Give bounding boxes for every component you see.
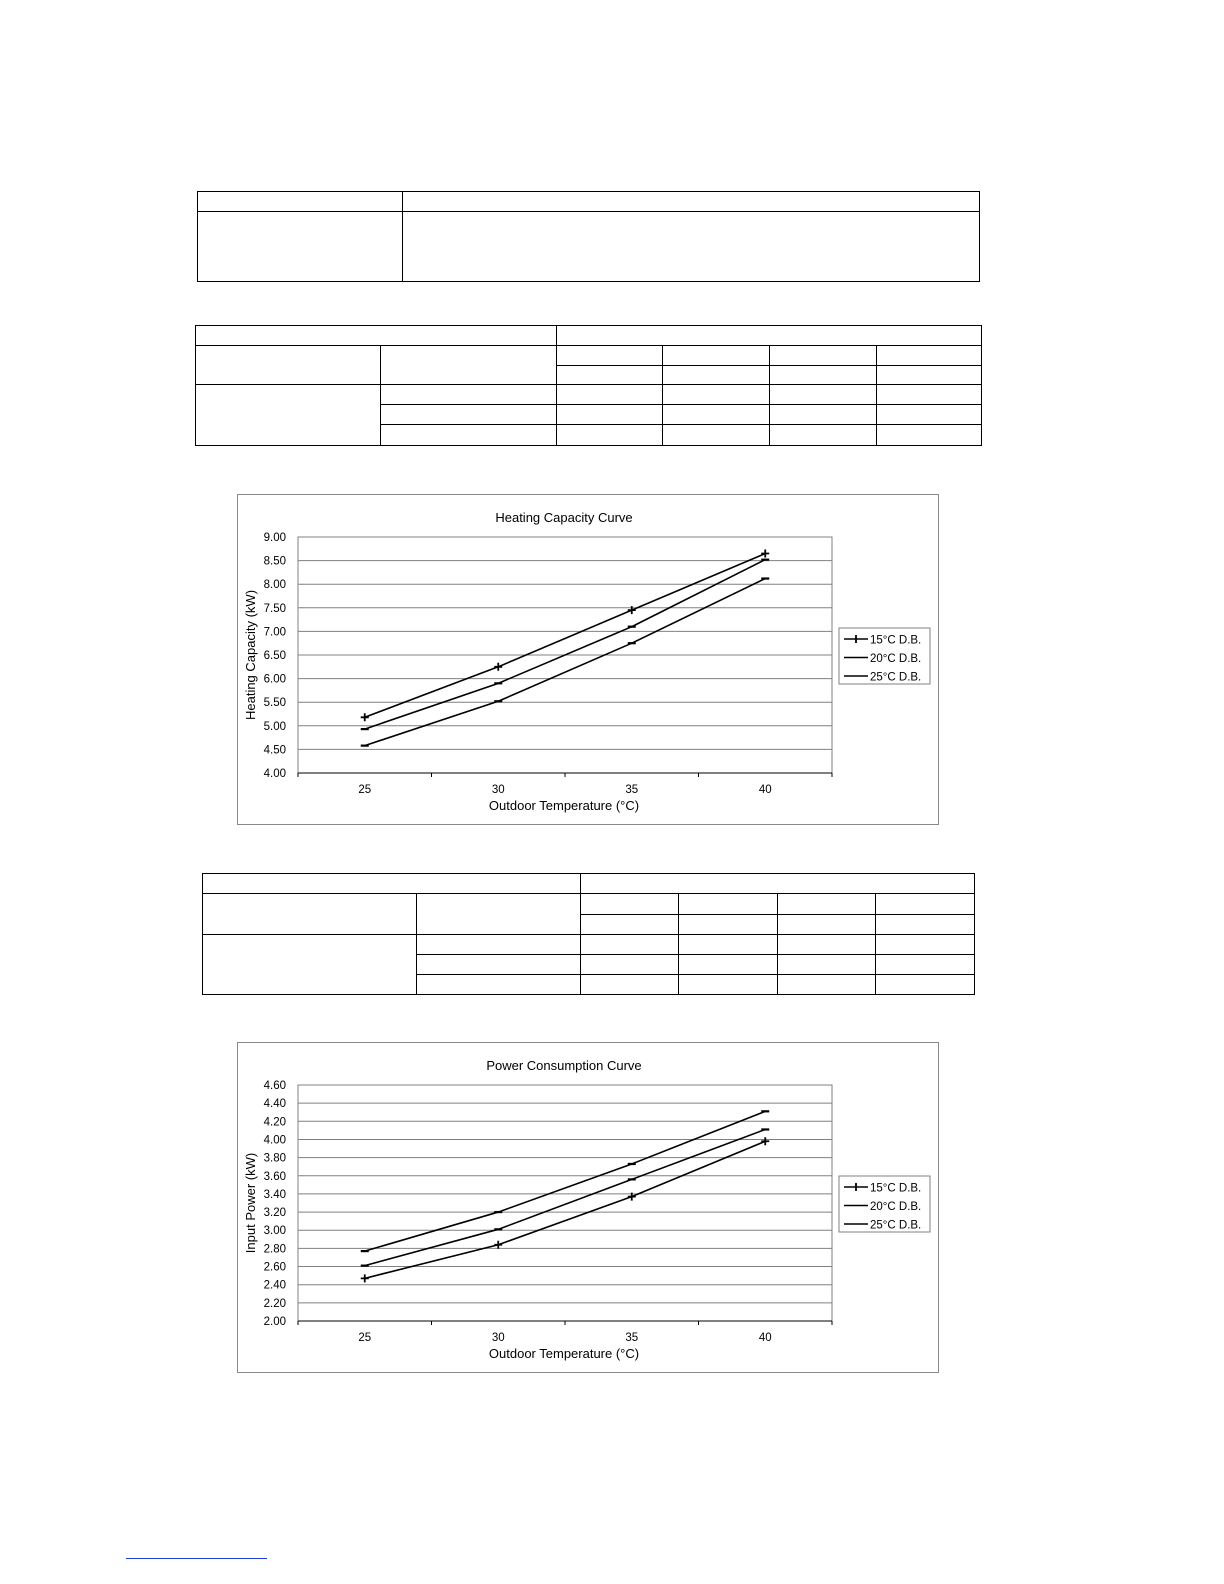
- y-tick-label: 2.60: [263, 1261, 286, 1274]
- power-consumption-table: [202, 873, 975, 995]
- y-tick-label: 2.80: [263, 1243, 286, 1256]
- spec-table-cell: [198, 192, 403, 212]
- y-tick-label: 4.50: [263, 744, 286, 757]
- table-cell: [877, 366, 982, 385]
- spec-table-cell: [403, 192, 980, 212]
- y-tick-label: 4.40: [263, 1098, 286, 1111]
- legend-label: 25°C D.B.: [870, 1219, 922, 1232]
- legend-label: 25°C D.B.: [870, 671, 922, 684]
- table-cell: [877, 425, 982, 446]
- plot-area: [298, 1085, 832, 1321]
- table-cell: [581, 894, 679, 915]
- table-cell: [663, 346, 770, 366]
- y-axis-label: Heating Capacity (kW): [243, 589, 258, 721]
- table-cell: [876, 975, 975, 995]
- table-cell: [557, 405, 663, 425]
- table-cell: [778, 935, 876, 955]
- x-tick-label: 35: [625, 1332, 639, 1344]
- spec-table-cell: [403, 212, 980, 282]
- y-tick-label: 6.50: [263, 650, 286, 662]
- table-cell: [877, 405, 982, 425]
- table-cell: [770, 425, 877, 446]
- table-cell: [196, 326, 557, 346]
- legend-label: 20°C D.B.: [870, 1201, 922, 1213]
- table-cell: [770, 346, 877, 366]
- table-cell: [203, 874, 581, 894]
- x-axis-label: Outdoor Temperature (°C): [488, 798, 640, 813]
- table-cell: [581, 915, 679, 935]
- table-cell: [381, 425, 557, 446]
- table-cell: [381, 405, 557, 425]
- x-tick-label: 35: [625, 784, 639, 796]
- y-tick-label: 3.00: [263, 1225, 286, 1238]
- x-tick-label: 30: [491, 784, 505, 796]
- x-axis-label: Outdoor Temperature (°C): [488, 1346, 640, 1361]
- legend-label: 15°C D.B.: [870, 1182, 922, 1195]
- table-cell: [877, 385, 982, 405]
- table-cell: [663, 405, 770, 425]
- x-tick-label: 40: [758, 784, 772, 796]
- y-tick-label: 9.00: [263, 532, 286, 544]
- y-tick-label: 3.60: [263, 1170, 286, 1183]
- table-cell: [876, 915, 975, 935]
- table-cell: [663, 366, 770, 385]
- y-tick-label: 7.50: [263, 602, 286, 615]
- table-cell: [663, 385, 770, 405]
- x-tick-label: 25: [358, 784, 372, 796]
- spec-table-cell: [198, 212, 403, 282]
- table-cell: [203, 935, 417, 995]
- table-cell: [876, 935, 975, 955]
- table-cell: [679, 955, 778, 975]
- y-tick-label: 2.00: [263, 1316, 286, 1328]
- table-cell: [679, 894, 778, 915]
- y-tick-label: 8.50: [263, 555, 286, 568]
- table-cell: [203, 894, 417, 935]
- spec-table: [197, 191, 980, 282]
- table-cell: [679, 975, 778, 995]
- table-cell: [417, 894, 581, 935]
- table-cell: [663, 425, 770, 446]
- table-cell: [581, 935, 679, 955]
- x-tick-label: 25: [358, 1332, 372, 1344]
- y-axis-label: Input Power (kW): [243, 1152, 258, 1254]
- table-cell: [557, 425, 663, 446]
- legend-label: 15°C D.B.: [870, 634, 922, 647]
- legend-label: 20°C D.B.: [870, 653, 922, 665]
- power-consumption-chart-frame: [237, 1042, 939, 1373]
- table-cell: [196, 346, 381, 385]
- table-cell: [778, 894, 876, 915]
- y-tick-label: 5.00: [263, 720, 286, 733]
- heating-capacity-table: [195, 325, 982, 446]
- y-tick-label: 7.00: [263, 626, 286, 639]
- y-tick-label: 3.20: [263, 1207, 286, 1220]
- table-cell: [557, 326, 982, 346]
- y-tick-label: 4.60: [263, 1080, 286, 1092]
- footer-rule: [126, 1558, 267, 1559]
- power-consumption-chart: [238, 1043, 938, 1372]
- table-cell: [581, 874, 975, 894]
- y-tick-label: 2.40: [263, 1279, 286, 1292]
- x-tick-label: 30: [491, 1332, 505, 1344]
- y-tick-label: 4.20: [263, 1116, 286, 1129]
- table-cell: [778, 915, 876, 935]
- table-cell: [876, 894, 975, 915]
- y-tick-label: 6.00: [263, 673, 286, 686]
- table-cell: [417, 935, 581, 955]
- table-cell: [877, 346, 982, 366]
- y-tick-label: 3.40: [263, 1188, 286, 1201]
- table-cell: [581, 975, 679, 995]
- y-tick-label: 5.50: [263, 697, 286, 710]
- y-tick-label: 4.00: [263, 1134, 286, 1147]
- table-cell: [381, 385, 557, 405]
- chart-title: Heating Capacity Curve: [495, 510, 633, 525]
- table-cell: [770, 366, 877, 385]
- y-tick-label: 8.00: [263, 579, 286, 592]
- table-cell: [196, 385, 381, 446]
- table-cell: [679, 935, 778, 955]
- table-cell: [778, 975, 876, 995]
- table-cell: [770, 405, 877, 425]
- y-tick-label: 2.20: [263, 1297, 286, 1310]
- table-cell: [417, 975, 581, 995]
- table-cell: [557, 366, 663, 385]
- table-cell: [557, 346, 663, 366]
- table-cell: [876, 955, 975, 975]
- heating-capacity-chart-frame: [237, 494, 939, 825]
- table-cell: [679, 915, 778, 935]
- table-cell: [770, 385, 877, 405]
- table-cell: [557, 385, 663, 405]
- table-cell: [417, 955, 581, 975]
- table-cell: [581, 955, 679, 975]
- table-cell: [381, 346, 557, 385]
- y-tick-label: 3.80: [263, 1152, 286, 1165]
- table-cell: [778, 955, 876, 975]
- chart-title: Power Consumption Curve: [486, 1058, 642, 1073]
- x-tick-label: 40: [758, 1332, 772, 1344]
- y-tick-label: 4.00: [263, 768, 286, 780]
- heating-capacity-chart: [238, 495, 938, 824]
